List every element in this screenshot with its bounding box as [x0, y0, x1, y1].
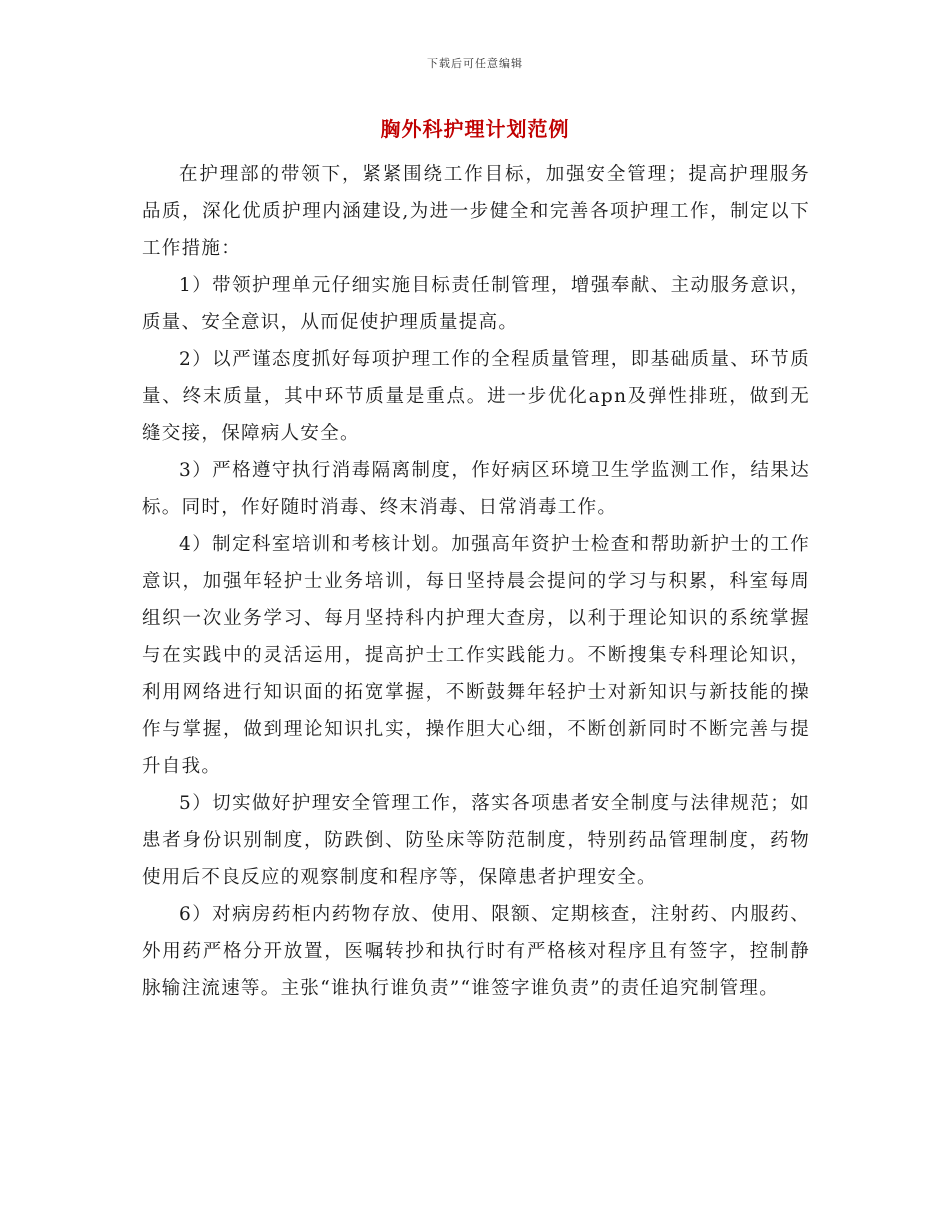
measure-paragraph-6: 6）对病房药柜内药物存放、使用、限额、定期核查，注射药、内服药、外用药严格分开放置，医嘱转抄和执行时有严格核对程序且有签字，控制静脉输注流速等。主张“谁执行谁负责”“谁签字谁负责”的责任追究制管理。	[142, 904, 810, 999]
measure-paragraph-4: 4）制定科室培训和考核计划。加强高年资护士检查和帮助新护士的工作意识，加强年轻护士业务培训，每日坚持晨会提问的学习与积累，科室每周组织一次业务学习、每月坚持科内护理大查房，以利于理论知识的系统掌握与在实践中的灵活运用，提高护士工作实践能力。不断搜集专科理论知识，利用网络进行知识面的拓宽掌握，不断鼓舞年轻护士对新知识与新技能的操作与掌握，做到理论知识扎实，操作胆大心细，不断创新同时不断完善与提升自我。	[142, 534, 810, 777]
measure-paragraph-3: 3）严格遵守执行消毒隔离制度，作好病区环境卫生学监测工作，结果达标。同时，作好随时消毒、终末消毒、日常消毒工作。	[142, 460, 810, 518]
intro-paragraph: 在护理部的带领下，紧紧围绕工作目标，加强安全管理；提高护理服务品质，深化优质护理内涵建设,为进一步健全和完善各项护理工作，制定以下工作措施：	[142, 164, 810, 259]
measure-paragraph-1: 1）带领护理单元仔细实施目标责任制管理，增强奉献、主动服务意识，质量、安全意识，从而促使护理质量提高。	[142, 275, 810, 333]
document-title: 胸外科护理计划范例	[380, 117, 570, 141]
measure-paragraph-2: 2）以严谨态度抓好每项护理工作的全程质量管理，即基础质量、环节质量、终末质量，其中环节质量是重点。进一步优化apn及弹性排班，做到无缝交接，保障病人安全。	[142, 349, 810, 444]
header-note: 下载后可任意编辑	[427, 57, 523, 70]
document-body	[142, 156, 810, 1007]
measure-paragraph-5: 5）切实做好护理安全管理工作，落实各项患者安全制度与法律规范；如患者身份识别制度，防跌倒、防坠床等防范制度，特别药品管理制度，药物使用后不良反应的观察制度和程序等，保障患者护理安全。	[142, 793, 810, 888]
